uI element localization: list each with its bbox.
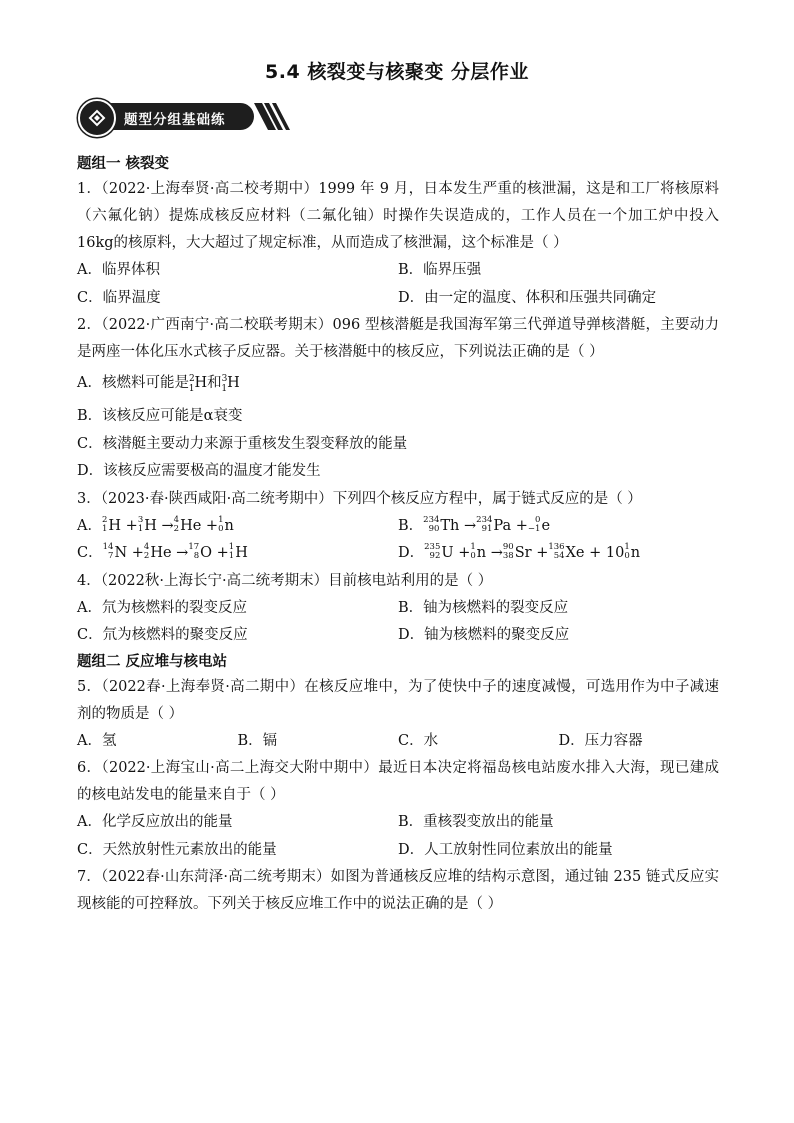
q3-option-d[interactable]: D． 235 92 U + 1 0 n → 90 38 Sr + 136 54 Xe + 10 1 0 n — [398, 542, 641, 562]
q5-option-a[interactable]: A．氢 — [77, 732, 117, 749]
q2-option-a[interactable]: A．核燃料可能是$^2_1$H和$^3_1$H — [77, 374, 240, 394]
question-3: 3．（2023·春·陕西咸阳·高二统考期中）下列四个核反应方程中，属于链式反应的是（ ） — [77, 490, 642, 507]
q4-option-d[interactable]: D．铀为核燃料的聚变反应 — [398, 627, 570, 644]
q5-option-c[interactable]: C．水 — [398, 732, 439, 749]
section-banner — [78, 99, 290, 135]
q1-options — [77, 257, 719, 312]
q6-options — [77, 809, 719, 864]
question-1: 1．（2022·上海奉贤·高二校考期中）1999 年 9 月，日本发生严重的核泄漏，这是和工厂将核原料（六氟化钠）提炼成核反应材料（二氟化铀）时操作失误造成的，工作人员在一个加工炉中投入16kg的核原料，大大超过了规定标准，从而造成了核泄漏，这个标准是（ ） — [77, 181, 719, 251]
question-6: 6．（2022·上海宝山·高二上海交大附中期中）最近日本决定将福岛核电站废水排入大海，现已建成的核电站发电的能量来自于（ ） — [77, 760, 719, 804]
q5-option-b[interactable]: B．镉 — [237, 732, 278, 749]
question-4: 4．（2022秋·上海长宁·高二统考期末）目前核电站利用的是（ ） — [77, 572, 493, 589]
q3-option-a[interactable]: A． 2 1 H + 3 1 H → 4 2 He + 1 0 n — [77, 514, 234, 534]
q4-options — [77, 595, 719, 650]
q2-option-d[interactable]: D．该核反应需要极高的温度才能发生 — [77, 463, 321, 480]
banner-logo-icon — [78, 99, 116, 137]
q1-option-d[interactable]: D．由一定的温度、体积和压强共同确定 — [398, 289, 657, 306]
banner-stripes-icon — [254, 103, 294, 130]
q2-option-c[interactable]: C．核潜艇主要动力来源于重核发生裂变释放的能量 — [77, 435, 408, 452]
q4-option-a[interactable]: A．氘为核燃料的裂变反应 — [77, 599, 247, 616]
q3-options — [77, 513, 719, 568]
q6-option-b[interactable]: B．重核裂变放出的能量 — [398, 814, 554, 831]
q2-options — [77, 366, 719, 486]
group-heading-2: 题组二 反应堆与核电站 — [77, 653, 228, 670]
q3-option-c[interactable]: C． 14 7 N + 4 2 He → 17 8 O + 1 1 H — [77, 542, 248, 562]
q4-option-b[interactable]: B．铀为核燃料的裂变反应 — [398, 599, 569, 616]
group-heading-1: 题组一 核裂变 — [77, 156, 170, 172]
q3-option-b[interactable]: B． 234 90 Th → 234 91 Pa + 0 −1 e — [398, 514, 551, 534]
page-title: 5.4 核裂变与核聚变 分层作业 — [265, 61, 529, 83]
q2-option-b[interactable]: B．该核反应可能是α衰变 — [77, 408, 243, 425]
q5-option-d[interactable]: D．压力容器 — [558, 732, 643, 749]
q6-option-a[interactable]: A．化学反应放出的能量 — [77, 814, 233, 831]
banner-text: 题型分组基础练 — [124, 112, 226, 128]
q6-option-c[interactable]: C．天然放射性元素放出的能量 — [77, 841, 277, 858]
question-7: 7．（2022春·山东菏泽·高二统考期末）如图为普通核反应堆的结构示意图，通过铀 235 链式反应实现核能的可控释放。下列关于核反应堆工作中的说法正确的是（ ） — [77, 869, 719, 913]
question-2: 2．（2022·广西南宁·高二校联考期末）096 型核潜艇是我国海军第三代弹道导弹核潜艇，主要动力是两座一体化压水式核子反应器。关于核潜艇中的核反应，下列说法正确的是（ ） — [77, 317, 719, 360]
q1-option-b[interactable]: B．临界压强 — [398, 262, 482, 278]
questions — [77, 152, 719, 918]
q1-option-a[interactable]: A．临界体积 — [77, 262, 160, 278]
q1-option-c[interactable]: C．临界温度 — [77, 289, 161, 306]
q5-options — [77, 728, 719, 756]
q6-option-d[interactable]: D．人工放射性同位素放出的能量 — [398, 841, 613, 858]
question-5: 5．（2022春·上海奉贤·高二期中）在核反应堆中，为了使快中子的速度减慢，可选用作为中子减速剂的物质是（ ） — [77, 678, 719, 722]
q4-option-c[interactable]: C．氘为核燃料的聚变反应 — [77, 627, 248, 644]
